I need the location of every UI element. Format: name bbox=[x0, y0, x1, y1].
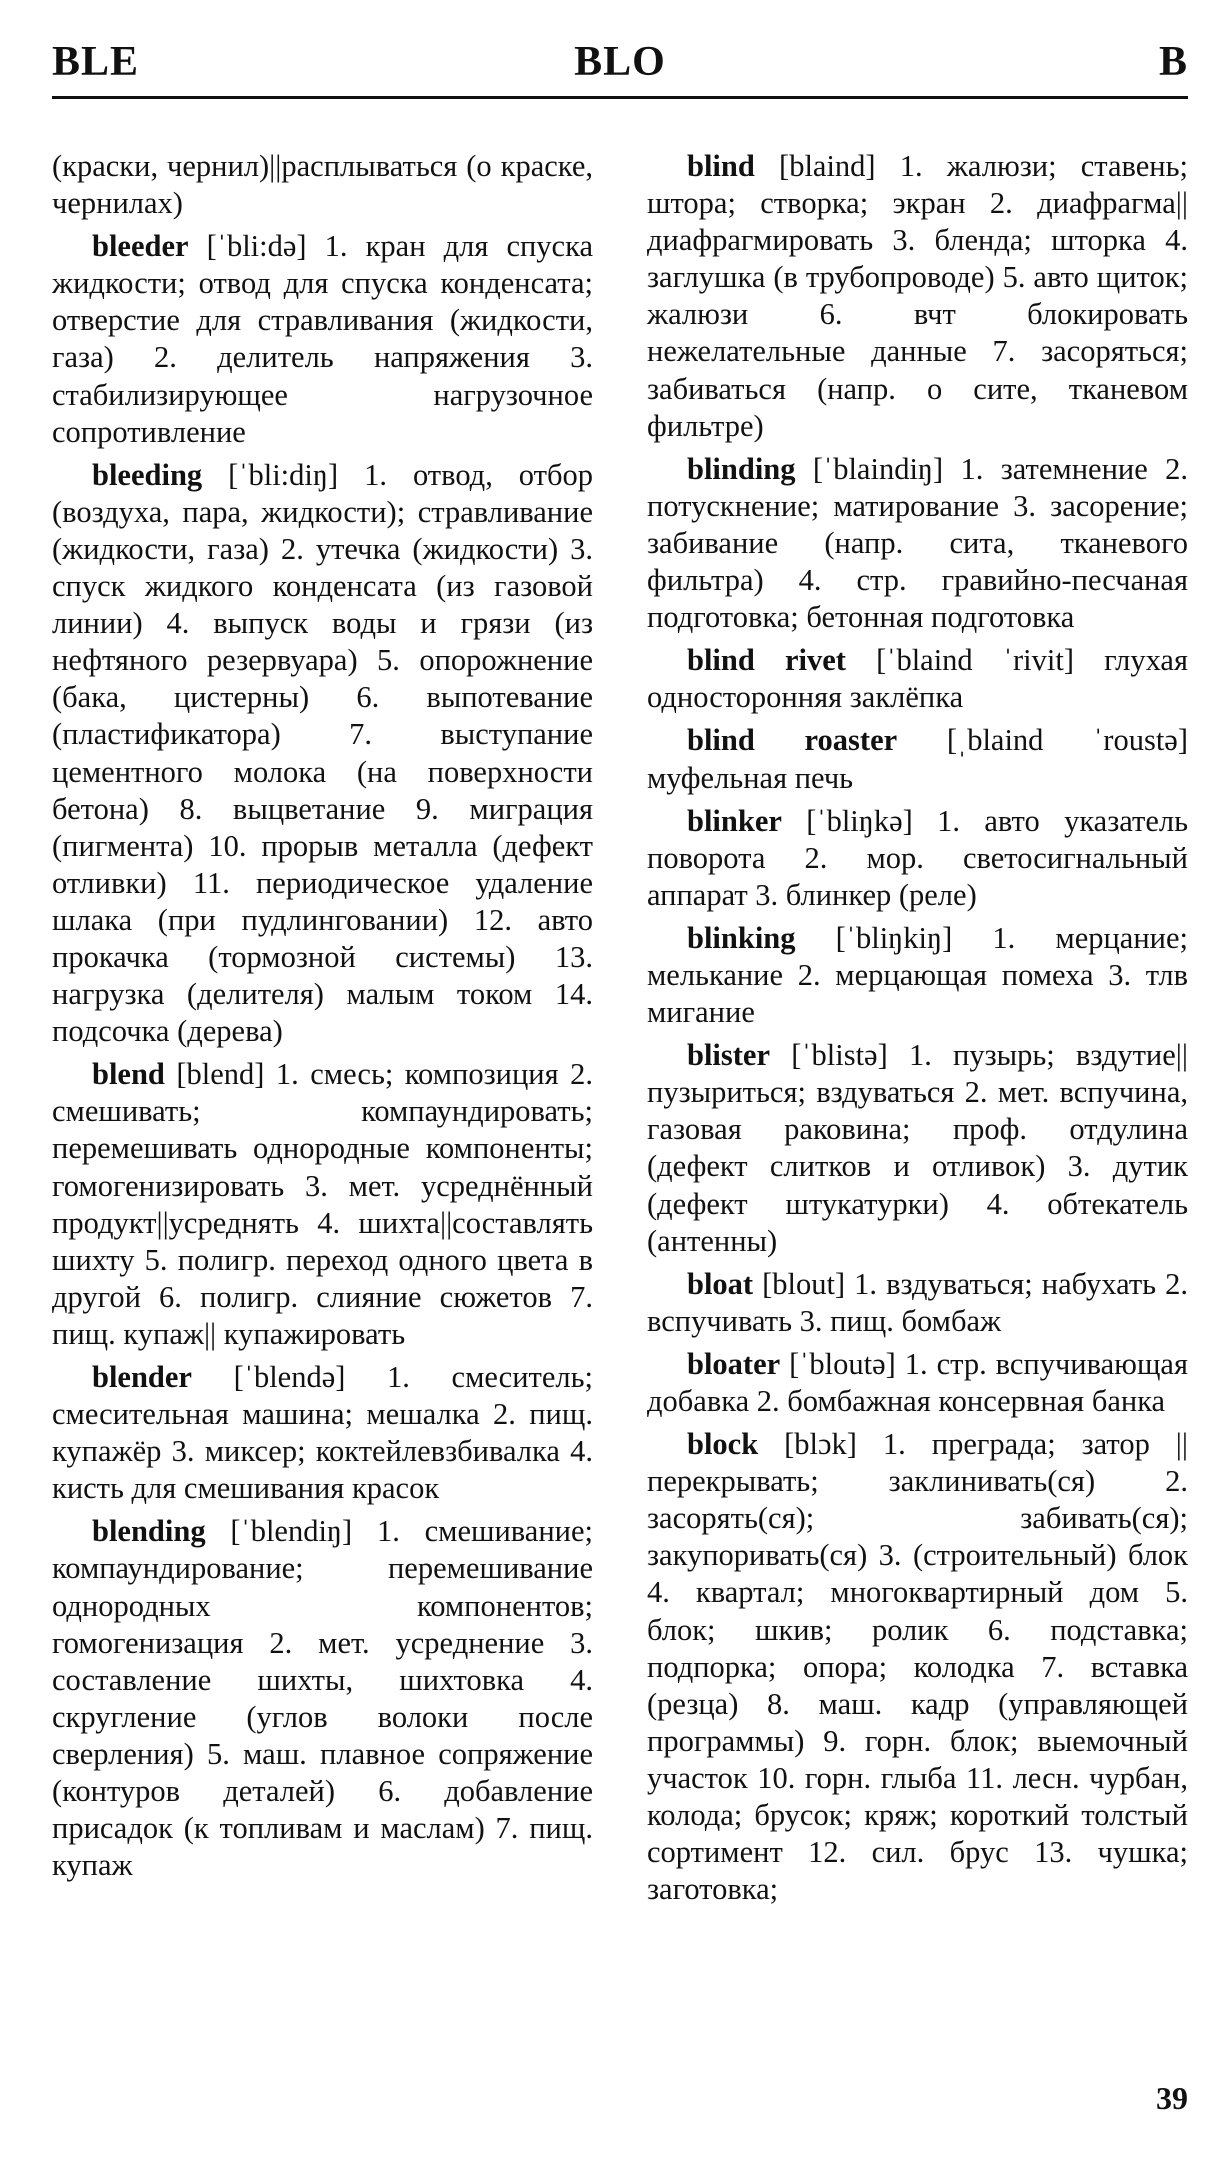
entry-transcription: [blend] bbox=[176, 1057, 265, 1092]
entry-headword: blending bbox=[92, 1514, 206, 1549]
entry-headword: blinker bbox=[687, 803, 782, 838]
entry-body: 1. смеситель; смесительная машина; мешалка 2. пищ. купажёр 3. миксер; коктейлевзбивалка 4. кисть для смешивания красок bbox=[52, 1360, 594, 1506]
entry-transcription: [ˈblendiŋ] bbox=[230, 1514, 353, 1549]
entry-headword: bleeder bbox=[92, 229, 189, 264]
dictionary-entry bbox=[647, 920, 1188, 1031]
entry-headword: blinding bbox=[687, 451, 796, 486]
entry-transcription: [ˈbliŋkiŋ] bbox=[835, 920, 953, 955]
entry-transcription: [blɔk] bbox=[784, 1427, 857, 1462]
entry-body: 1. преграда; затор ||перекрывать; заклинивать(ся) 2. засорять(ся); забивать(ся); закупоривать(ся) 3. (строительный) блок 4. квартал; многоквартирный дом 5. блок; шкив; ролик 6. подставка; подпорка; опора; колодка 7. вставка (резца) 8. маш. кадр (управляющей программы) 9. горн. блок; выемочный участок 10. горн. глыба 11. лесн. чурбан, колода; брусок; кряж; короткий толстый сортимент 12. сил. брус 13. чушка; заготовка; bbox=[647, 1427, 1189, 1907]
entry-headword: blinking bbox=[687, 920, 796, 955]
dictionary-entry bbox=[52, 228, 593, 451]
entry-body: 1. стр. вспучивающая добавка 2. бомбажная консервная банка bbox=[647, 1346, 1188, 1418]
entry-body: 1. жалюзи; ставень; штора; створка; экран 2. диафрагма||диафрагмировать 3. бленда; шторка 4. заглушка (в трубопроводе) 5. авто щиток; жалюзи 6. вчт блокировать нежелательные данные 7. засоряться; забиваться (напр. о сите, тканевом фильтре) bbox=[647, 149, 1188, 443]
dictionary-entry bbox=[52, 1513, 593, 1884]
entry-headword: block bbox=[687, 1427, 759, 1462]
entry-headword: blind bbox=[687, 149, 755, 183]
entry-transcription: [ˈblistə] bbox=[791, 1038, 888, 1073]
entry-body: 1. затемнение 2. потускнение; матирование 3. засорение; забивание (напр. сита, тканевого фильтра) 4. стр. гравийно-песчаная подготовка; бетонная подготовка bbox=[647, 451, 1188, 635]
entry-headword: blister bbox=[687, 1038, 771, 1073]
entry-transcription: [ˈbli:də] bbox=[206, 229, 307, 264]
entry-transcription: [ˈbli:diŋ] bbox=[228, 457, 339, 492]
dictionary-entry bbox=[647, 722, 1188, 796]
dictionary-entry bbox=[647, 1266, 1188, 1340]
dictionary-entry bbox=[52, 148, 593, 222]
entry-transcription: [ˈblaindiŋ] bbox=[812, 451, 944, 486]
entry-transcription: [ˈblaind ˈrivit] bbox=[876, 643, 1074, 678]
entry-body: 1. отвод, отбор (воздуха, пара, жидкости); стравливание (жидкости, газа) 2. утечка (жидкости) 3. спуск жидкого конденсата (из газовой линии) 4. выпуск воды и грязи (из нефтяного резервуара) 5. опорожнение (бака, цистерны) 6. выпотевание (пластификатора) 7. выступание цементного молока (на поверхности бетона) 8. выцветание 9. миграция (пигмента) 10. прорыв металла (дефект отливки) 11. периодическое удаление шлака (при пудлинговании) 12. авто прокачка (тормозной системы) 13. нагрузка (делителя) малым током 14. подсочка (дерева) bbox=[52, 457, 594, 1049]
entry-transcription: [blaind] bbox=[779, 149, 876, 183]
entry-body: 1. вздуваться; набухать 2. вспучивать 3. пищ. бомбаж bbox=[647, 1266, 1188, 1338]
dictionary-entry bbox=[52, 457, 593, 1051]
dictionary-entry bbox=[647, 1037, 1188, 1260]
header-first-word: BLE bbox=[52, 39, 140, 85]
entry-transcription: [ˈbliŋkə] bbox=[806, 803, 913, 838]
entry-headword: blend bbox=[92, 1057, 165, 1092]
entry-transcription: [blout] bbox=[762, 1266, 846, 1301]
dictionary-entry bbox=[647, 642, 1188, 716]
header-letter: B bbox=[1158, 39, 1188, 85]
entry-body: 1. смешивание; компаундирование; перемешивание однородных компонентов; гомогенизация 2. мет. усреднение 3. составление шихты, шихтовка 4. скругление (углов волоки после сверления) 5. маш. плавное сопряжение (контуров деталей) 6. добавление присадок (к топливам и маслам) 7. пищ. купаж bbox=[52, 1514, 593, 1883]
entry-body: 1. мерцание; мелькание 2. мерцающая помеха 3. тлв мигание bbox=[647, 920, 1189, 1030]
dictionary-entry bbox=[647, 1426, 1188, 1908]
right-column bbox=[647, 148, 1188, 1914]
dictionary-entry bbox=[647, 803, 1188, 914]
entry-transcription: [ˌblaind ˈroustə] bbox=[946, 723, 1188, 758]
entry-body: 1. кран для спуска жидкости; отвод для спуска конденсата; отверстие для стравливания (жидкости, газа) 2. делитель напряжения 3. стабилизирующее нагрузочное сопротивление bbox=[52, 229, 593, 449]
entry-body: 1. пузырь; вздутие||пузыриться; вздуваться 2. мет. вспучина, газовая раковина; проф. отдулина (дефект слитков и отливок) 3. дутик (дефект штукатурки) 4. обтекатель (антенны) bbox=[647, 1038, 1189, 1258]
entry-headword: bleeding bbox=[92, 457, 203, 492]
dictionary-entry bbox=[52, 1359, 593, 1507]
entry-body: (краски, чернил)||расплываться (о краске, чернилах) bbox=[52, 149, 593, 221]
dictionary-entry bbox=[52, 1056, 593, 1353]
entry-body: 1. авто указатель поворота 2. мор. светосигнальный аппарат 3. блинкер (реле) bbox=[647, 803, 1189, 912]
left-column bbox=[52, 148, 593, 1890]
entry-headword: blind roaster bbox=[687, 723, 898, 758]
header-last-word: BLO bbox=[574, 39, 666, 85]
dictionary-entry bbox=[647, 148, 1188, 445]
entry-headword: bloat bbox=[687, 1266, 754, 1301]
entry-body: глухая односторонняя заклёпка bbox=[647, 643, 1189, 715]
entry-headword: blender bbox=[92, 1360, 192, 1394]
dictionary-entry bbox=[647, 1346, 1188, 1420]
page-number: 39 bbox=[1156, 2080, 1188, 2116]
entry-transcription: [ˈblendə] bbox=[233, 1360, 346, 1394]
entry-headword: bloater bbox=[687, 1346, 781, 1381]
entry-transcription: [ˈbloutə] bbox=[789, 1346, 896, 1381]
entry-body: муфельная печь bbox=[647, 760, 854, 795]
entry-headword: blind rivet bbox=[687, 643, 846, 678]
running-header bbox=[52, 38, 1188, 99]
dictionary-entry bbox=[647, 451, 1188, 636]
entry-body: 1. смесь; композиция 2. смешивать; компаундировать; перемешивать однородные компоненты; гомогенизировать 3. мет. усреднённый продукт||усреднять 4. шихта||составлять шихту 5. полигр. переход одного цвета в другой 6. полигр. слияние сюжетов 7. пищ. купаж|| купажировать bbox=[52, 1057, 593, 1351]
